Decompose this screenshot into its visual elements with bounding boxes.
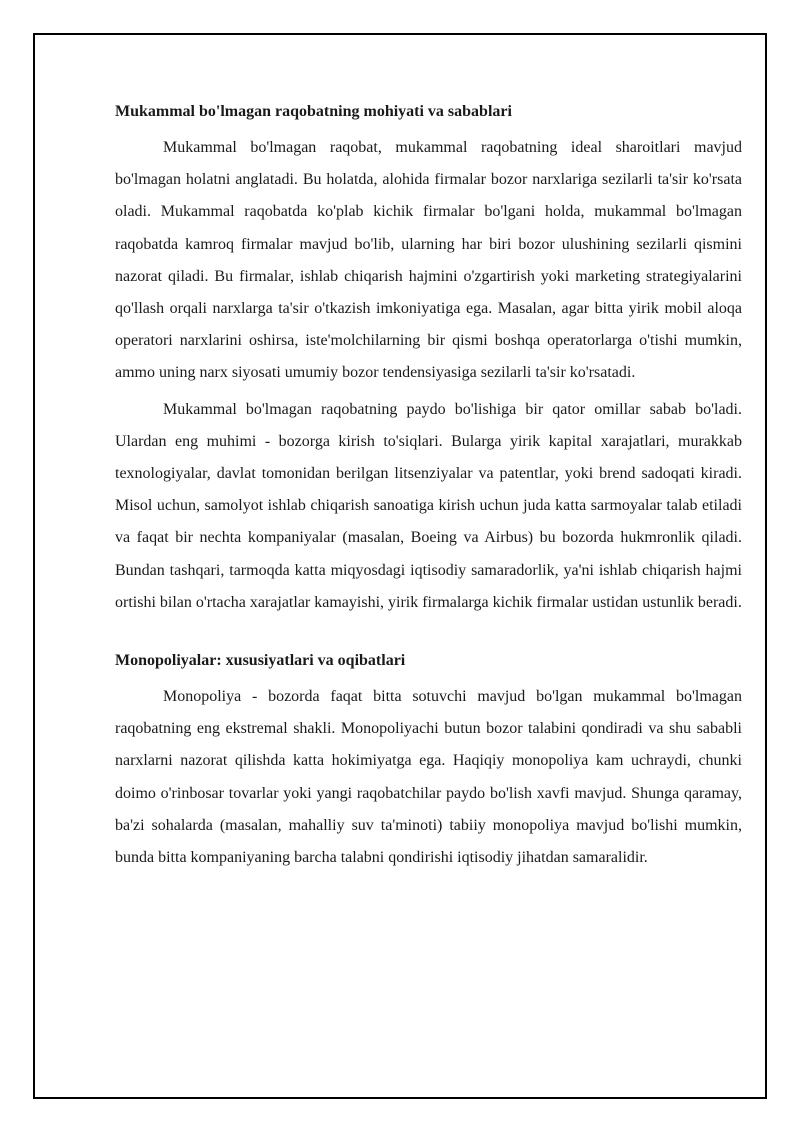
paragraph-2: Mukammal bo'lmagan raqobatning paydo bo'lishiga bir qator omillar sabab bo'ladi. Ulardan eng muhimi - bozorga kirish to'siqlari. Bularga yirik kapital xarajatlari, murakkab texnologiyalar, davlat tomonidan berilgan litsenziyalar va patentlar, yoki brend sadoqati kiradi. Misol uchun, samolyot ishlab chiqarish sanoatiga kirish uchun juda katta sarmoyalar talab etiladi va faqat bir nechta kompaniyalar (masalan, Boeing va Airbus) bu bozorda hukmronlik qiladi. Bundan tashqari, tarmoqda katta miqyosdagi iqtisodiy samaradorlik, ya'ni ishlab chiqarish hajmi ortishi bilan o'rtacha xarajatlar kamayishi, yirik firmalarga kichik firmalar ustidan ustunlik beradi. bbox=[115, 400, 742, 611]
section-heading-2: Monopoliyalar: xususiyatlari va oqibatlari bbox=[115, 652, 406, 670]
document-body bbox=[115, 96, 742, 878]
paragraph-1: Mukammal bo'lmagan raqobat, mukammal raqobatning ideal sharoitlari mavjud bo'lmagan holatni anglatadi. Bu holatda, alohida firmalar bozor narxlariga sezilarli ta'sir ko'rsata oladi. Mukammal raqobatda ko'plab kichik firmalar bo'lgani holda, mukammal bo'lmagan raqobatda kamroq firmalar mavjud bo'lib, ularning har biri bozor ulushining sezilarli qismini nazorat qiladi. Bu firmalar, ishlab chiqarish hajmini o'zgartirish yoki marketing strategiyalarini qo'llash orqali narxlarga ta'sir o'tkazish imkoniyatiga ega. Masalan, agar bitta yirik mobil aloqa operatori narxlarini oshirsa, iste'molchilarning bir qismi boshqa operatorlarga o'tishi mumkin, ammo uning narx siyosati umumiy bozor tendensiyasiga sezilarli ta'sir ko'rsatadi. bbox=[115, 139, 742, 382]
paragraph-3: Monopoliya - bozorda faqat bitta sotuvchi mavjud bo'lgan mukammal bo'lmagan raqobatning eng ekstremal shakli. Monopoliyachi butun bozor talabini qondiradi va shu sababli narxlarni nazorat qilishda katta hokimiyatga ega. Haqiqiy monopoliya kam uchraydi, chunki doimo o'rinbosar tovarlar yoki yangi raqobatchilar paydo bo'lish xavfi mavjud. Shunga qaramay, ba'zi sohalarda (masalan, mahalliy suv ta'minoti) tabiiy monopoliya mavjud bo'lishi mumkin, bunda bitta kompaniyaning barcha talabni qondirishi iqtisodiy jihatdan samaralidir. bbox=[115, 688, 742, 867]
section-heading-1: Mukammal bo'lmagan raqobatning mohiyati va sabablari bbox=[115, 103, 512, 120]
